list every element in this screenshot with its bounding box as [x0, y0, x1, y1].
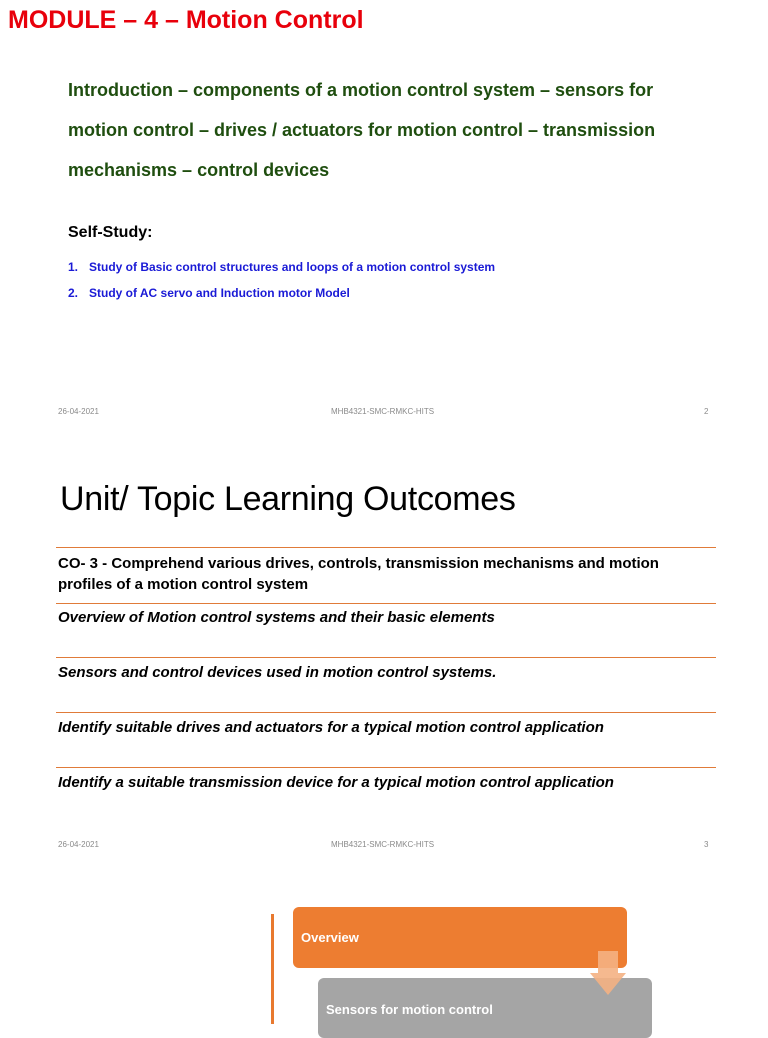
module-title: MODULE – 4 – Motion Control: [8, 6, 364, 34]
outcomes-title: Unit/ Topic Learning Outcomes: [60, 480, 516, 518]
divider: [56, 712, 716, 713]
study-item-text: Study of AC servo and Induction motor Model: [89, 286, 350, 300]
course-outcome-text: CO- 3 - Comprehend various drives, controls, transmission mechanisms and motion profiles of a motion control system: [58, 555, 659, 593]
diagram-timeline-line: [271, 914, 274, 1024]
list-item: 2. Study of AC servo and Induction motor Model: [68, 286, 350, 300]
divider: [56, 657, 716, 658]
self-study-list: [68, 254, 718, 306]
sensors-box-label: Sensors for motion control: [326, 1002, 493, 1017]
outcome-item: Overview of Motion control systems and their basic elements: [58, 609, 495, 626]
slide1-footer-code: MHB4321-SMC-RMKC-HITS: [331, 407, 435, 416]
divider: [56, 547, 716, 548]
slide2-footer-date: 26-04-2021: [58, 840, 99, 849]
divider: [56, 603, 716, 604]
slide1-footer-date: 26-04-2021: [58, 407, 99, 416]
divider: [56, 767, 716, 768]
study-item-text: Study of Basic control structures and loops of a motion control system: [89, 260, 496, 274]
slide2-footer-code: MHB4321-SMC-RMKC-HITS: [331, 840, 435, 849]
down-arrow-icon: [590, 951, 626, 995]
slide2-footer-page: 3: [704, 840, 709, 849]
outcome-item: Identify a suitable transmission device for a typical motion control application: [58, 774, 614, 791]
overview-box-label: Overview: [301, 930, 359, 945]
list-item: 1. Study of Basic control structures and loops of a motion control system: [68, 260, 496, 274]
outcome-item: Sensors and control devices used in motion control systems.: [58, 664, 497, 681]
outcome-item: Identify suitable drives and actuators for a typical motion control application: [58, 719, 604, 736]
slide1-footer-page: 2: [704, 407, 709, 416]
module-intro-text: Introduction – components of a motion control system – sensors for motion control – drives / actuators for motion control – transmission mechanisms – control devices: [68, 80, 656, 180]
overview-box: [293, 907, 627, 968]
self-study-heading: Self-Study:: [68, 224, 153, 241]
